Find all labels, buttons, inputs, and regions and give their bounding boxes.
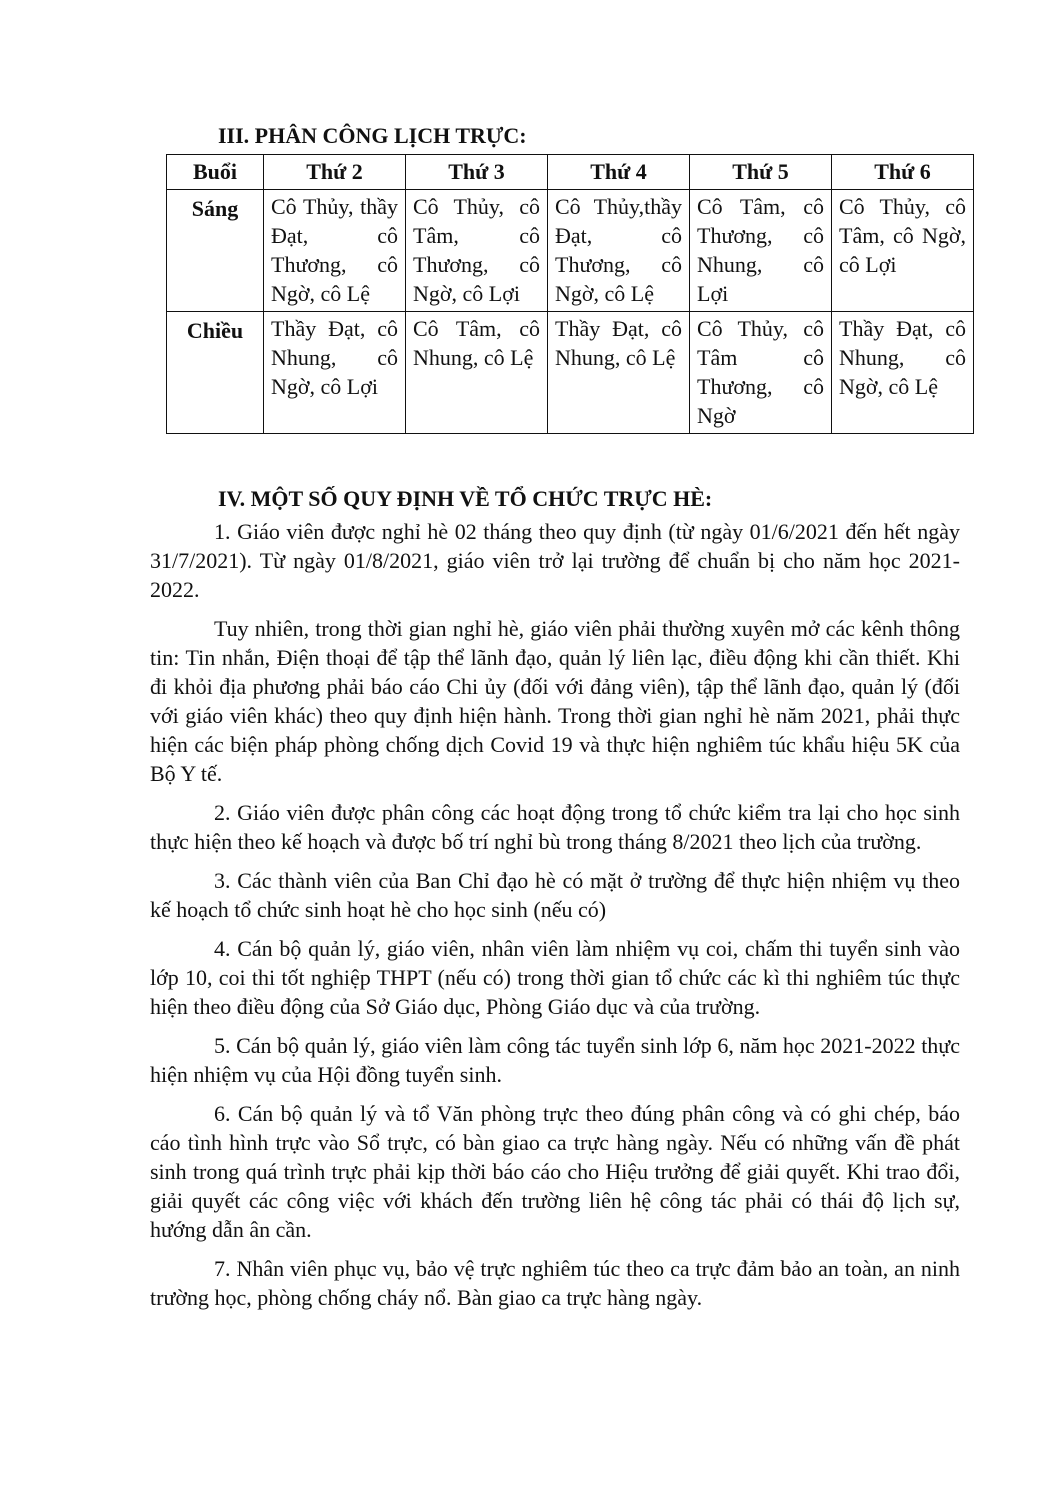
section-heading-duty-schedule: III. PHÂN CÔNG LỊCH TRỰC: (218, 123, 527, 148)
paragraph: 7. Nhân viên phục vụ, bảo vệ trực nghiêm túc theo ca trực đảm bảo an toàn, an ninh trường học, phòng chống cháy nổ. Bàn giao ca trực hàng ngày. (150, 1256, 960, 1310)
table-cell: Thầy Đạt, cô Nhung, cô Ngờ, cô Lệ (832, 312, 974, 434)
session-label: Sáng (167, 190, 264, 312)
table-cell: Cô Thủy, thầy Đạt, cô Thương, cô Ngờ, cô Lệ (264, 190, 406, 312)
paragraph: 5. Cán bộ quản lý, giáo viên làm công tác tuyển sinh lớp 6, năm học 2021-2022 thực hiện nhiệm vụ của Hội đồng tuyển sinh. (150, 1033, 960, 1087)
table-row-afternoon (167, 312, 974, 434)
table-cell: Cô Tâm, cô Thương, cô Nhung, cô Lợi (690, 190, 832, 312)
regulations-body (150, 517, 960, 1322)
paragraph: Tuy nhiên, trong thời gian nghỉ hè, giáo viên phải thường xuyên mở các kênh thông tin: Tin nhắn, Điện thoại để tập thể lãnh đạo, quản lý liên lạc, điều động khi cần thiết. Khi đi khỏi địa phương phải báo cáo Chi ủy (đối với đảng viên), tập thể lãnh đạo, quản lý (đối với giáo viên khác) theo quy định hiện hành. Trong thời gian nghỉ hè năm 2021, phải thực hiện các biện pháp phòng chống dịch Covid 19 và thực hiện nghiêm túc khẩu hiệu 5K của Bộ Y tế. (150, 616, 960, 786)
paragraph: 6. Cán bộ quản lý và tổ Văn phòng trực theo đúng phân công và có ghi chép, báo cáo tình hình trực vào Sổ trực, có bàn giao ca trực hàng ngày. Nếu có những vấn đề phát sinh trong quá trình trực phải kịp thời báo cáo cho Hiệu trưởng để giải quyết. Khi trao đổi, giải quyết các công việc với khách đến trường liên hệ công tác phải có thái độ lịch sự, hướng dẫn ân cần. (150, 1101, 960, 1242)
table-cell: Cô Thủy, cô Tâm, cô Ngờ, cô Lợi (832, 190, 974, 312)
paragraph: 1. Giáo viên được nghỉ hè 02 tháng theo quy định (từ ngày 01/6/2021 đến hết ngày 31/7/2021). Từ ngày 01/8/2021, giáo viên trở lại trường để chuẩn bị cho năm học 2021-2022. (150, 519, 960, 602)
column-header-tuesday: Thứ 3 (406, 155, 548, 190)
table-row-morning (167, 190, 974, 312)
session-label: Chiều (167, 312, 264, 434)
table-cell: Cô Tâm, cô Nhung, cô Lệ (406, 312, 548, 434)
paragraph: 4. Cán bộ quản lý, giáo viên, nhân viên làm nhiệm vụ coi, chấm thi tuyển sinh vào lớp 10, coi thi tốt nghiệp THPT (nếu có) trong thời gian tổ chức các kì thi nghiêm túc thực hiện theo điều động của Sở Giáo dục, Phòng Giáo dục và của trường. (150, 936, 960, 1019)
column-header-wednesday: Thứ 4 (548, 155, 690, 190)
column-header-monday: Thứ 2 (264, 155, 406, 190)
paragraph: 3. Các thành viên của Ban Chỉ đạo hè có mặt ở trường để thực hiện nhiệm vụ theo kế hoạch tổ chức sinh hoạt hè cho học sinh (nếu có) (150, 868, 960, 922)
column-header-thursday: Thứ 5 (690, 155, 832, 190)
section-heading-regulations: IV. MỘT SỐ QUY ĐỊNH VỀ TỔ CHỨC TRỰC HÈ: (218, 486, 713, 511)
table-header-row (167, 155, 974, 190)
column-header-session: Buổi (167, 155, 264, 190)
table-cell: Cô Thủy, cô Tâm cô Thương, cô Ngờ (690, 312, 832, 434)
table-cell: Thầy Đạt, cô Nhung, cô Lệ (548, 312, 690, 434)
paragraph: 2. Giáo viên được phân công các hoạt động trong tổ chức kiểm tra lại cho học sinh thực hiện theo kế hoạch và được bố trí nghỉ bù trong tháng 8/2021 theo lịch của trường. (150, 800, 960, 854)
duty-schedule-table (166, 154, 974, 434)
table-cell: Thầy Đạt, cô Nhung, cô Ngờ, cô Lợi (264, 312, 406, 434)
column-header-friday: Thứ 6 (832, 155, 974, 190)
table-cell: Cô Thủy, cô Tâm, cô Thương, cô Ngờ, cô Lợi (406, 190, 548, 312)
table-cell: Cô Thủy,thầy Đạt, cô Thương, cô Ngờ, cô Lệ (548, 190, 690, 312)
